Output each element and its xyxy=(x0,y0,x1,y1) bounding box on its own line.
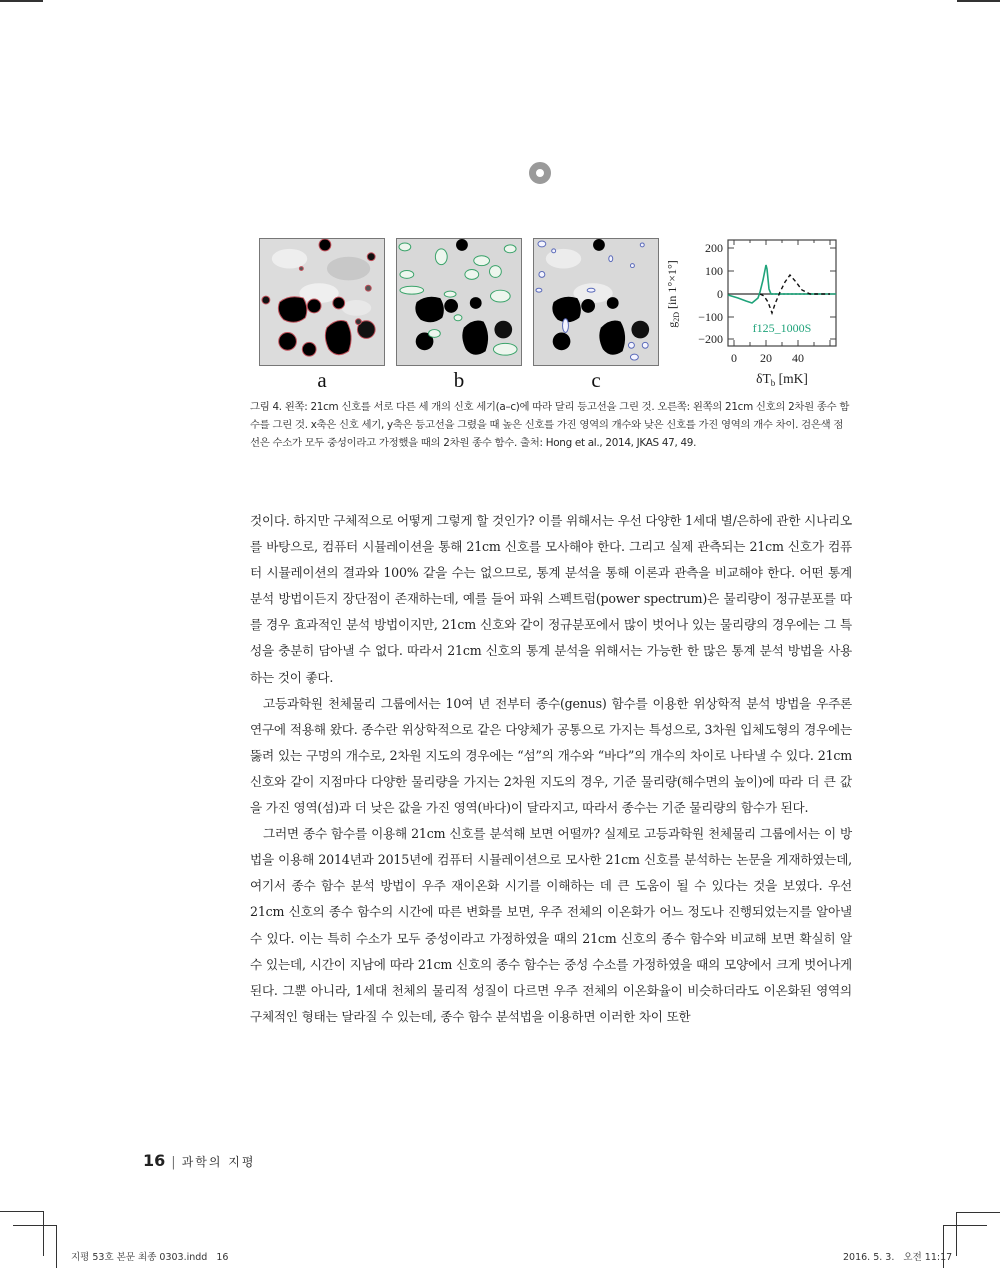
series-annotation: f125_1000S xyxy=(752,321,812,335)
figure-caption: 그림 4. 왼쪽: 21cm 신호를 서로 다른 세 개의 신호 세기(a–c)에 따라 달리 등고선을 그린 것. 오른쪽: 왼쪽의 21cm 신호의 2차원 종수 함수를 그린 것. x축은 신호 세기, y축은 등고선을 그렸을 때 높은 신호를 가진 영역의 개수와 낮은 신호를 가진 영역의 개수 차이. 검은색 점선은 수소가 모두 중성이라고 가정했을 때의 2차원 종수 함수. 출처: Hong et al., 2014, JKAS 47, 49. xyxy=(250,401,850,449)
footer-separator: | xyxy=(171,1155,176,1170)
y-tick-0: 0 xyxy=(717,287,723,301)
x-tick-20: 20 xyxy=(760,351,772,365)
crop-mark-bottom-left-h1 xyxy=(0,1211,43,1212)
x-tick-40: 40 xyxy=(792,351,804,365)
magazine-title: 과학의 지평 xyxy=(181,1155,256,1169)
page-footer xyxy=(143,1151,255,1170)
y-axis-label: $g_{2D}$ [in 1°×1°] xyxy=(665,260,681,328)
slug-timestamp: 2016. 5. 3. 오전 11:17 xyxy=(843,1252,953,1263)
y-tick-neg200: −200 xyxy=(698,332,723,346)
paragraph-3: 그러면 종수 함수를 이용해 21cm 신호를 분석해 보면 어떨까? 실제로 고등과학원 천체물리 그룹에서는 이 방법을 이용해 2014년과 2015년에 컴퓨터 시뮬레이션으로 모사한 21cm 신호를 분석하는 논문을 게재하였는데, 여기서 종수 함수 분석 방법이 우주 재이온화 시기를 이해하는 데 큰 도움이 될 수 있다는 것을 보였다. 우선 21cm 신호의 종수 함수의 시간에 따른 변화를 보면, 우주 전체의 이온화가 어느 정도나 진행되었는지를 알아낼 수 있다. 이는 특히 수소가 모두 중성이라고 가정하였을 때의 21cm 신호의 종수 함수와 비교해 보면 확실히 알 수 있는데, 시간이 지남에 따라 21cm 신호의 종수 함수는 중성 수소를 가정하였을 때의 모양에서 크게 벗어나게 된다. 그뿐 아니라, 1세대 천체의 물리적 성질이 다르면 우주 전체의 이온화율이 비슷하더라도 이온화된 영역의 구체적인 형태는 달라질 수 있는데, 종수 함수 분석법을 이용하면 이러한 차이 또한 xyxy=(250,826,852,1024)
crop-mark-bottom-right-h1 xyxy=(956,1212,1000,1213)
panel-label-b: b xyxy=(453,368,465,392)
crop-mark-bottom-right-h2 xyxy=(943,1225,987,1226)
page-number: 16 xyxy=(143,1151,166,1170)
paragraph-2: 고등과학원 천체물리 그룹에서는 10여 년 전부터 종수(genus) 함수를 이용한 위상학적 분석 방법을 우주론 연구에 적용해 왔다. 종수란 위상학적으로 같은 다양체가 공통으로 가지는 특성으로, 3차원 입체도형의 경우에는 뚫려 있는 구멍의 개수로, 2차원 지도의 경우에는 “섬”의 개수와 “바다”의 개수의 차이로 나타낼 수 있다. 21cm 신호와 같이 지점마다 다양한 물리량을 가지는 2차원 지도의 경우, 기준 물리량(해수면의 높이)에 따라 더 큰 값을 가진 영역(섬)과 더 낮은 값을 가진 영역(바다)이 달라지고, 따라서 종수는 기준 물리량의 함수가 된다. xyxy=(250,695,852,816)
slug-filename: 지평 53호 본문 최종 0303.indd 16 xyxy=(71,1252,229,1263)
genus-chart-svg xyxy=(660,232,840,392)
registration-mark-icon xyxy=(529,162,551,184)
y-tick-200: 200 xyxy=(705,241,723,255)
x-tick-0: 0 xyxy=(731,351,737,365)
figure-panel-c xyxy=(533,238,659,366)
y-tick-neg100: −100 xyxy=(698,310,723,324)
simulation-map-b xyxy=(397,239,521,365)
genus-function-chart xyxy=(660,232,840,392)
article-body xyxy=(250,508,852,1030)
figure-panel-b xyxy=(396,238,522,366)
crop-mark-top-left xyxy=(0,0,43,2)
panel-label-c: c xyxy=(591,368,601,392)
crop-mark-top-right xyxy=(957,0,1000,2)
crop-mark-bottom-left-h2 xyxy=(13,1225,56,1226)
x-axis-label: $\delta T_b$ [mK] xyxy=(756,371,808,388)
panel-label-a: a xyxy=(317,368,327,392)
y-tick-100: 100 xyxy=(705,264,723,278)
paragraph-1: 것이다. 하지만 구체적으로 어떻게 그렇게 할 것인가? 이를 위해서는 우선 다양한 1세대 별/은하에 관한 시나리오를 바탕으로, 컴퓨터 시뮬레이션을 통해 21cm 신호를 모사해야 한다. 그리고 실제 관측되는 21cm 신호가 컴퓨터 시뮬레이션의 결과와 100% 같을 수는 없으므로, 통계 분석을 통해 이론과 관측을 비교해야 한다. 어떤 통계 분석 방법이든지 장단점이 존재하는데, 예를 들어 파워 스펙트럼(power spectrum)은 물리량이 정규분포를 따를 경우 효과적인 분석 방법이지만, 21cm 신호와 같이 정규분포에서 많이 벗어나 있는 물리량의 경우에는 그 특성을 충분히 담아낼 수 없다. 따라서 21cm 신호의 통계 분석을 위해서는 가능한 한 많은 통계 분석 방법을 사용하는 것이 좋다. xyxy=(250,513,852,685)
simulation-map-c xyxy=(534,239,658,365)
crop-mark-bottom-left-v1 xyxy=(43,1211,44,1256)
simulation-map-a xyxy=(260,239,384,365)
figure-panel-a xyxy=(259,238,385,366)
crop-mark-bottom-left-v2 xyxy=(56,1225,57,1268)
crop-mark-bottom-right-v1 xyxy=(956,1212,957,1256)
